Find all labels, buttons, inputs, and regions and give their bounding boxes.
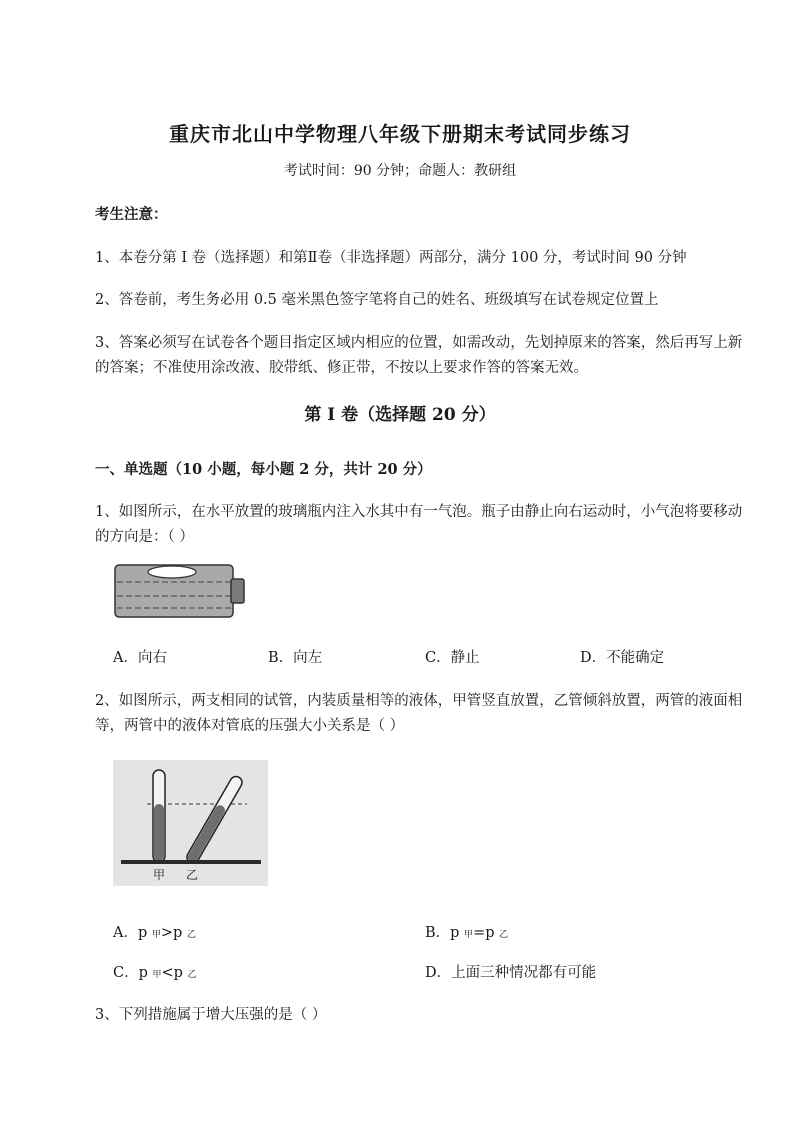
q2-option-b[interactable]: B．p 甲=p 乙	[425, 925, 509, 941]
q2-option-d[interactable]: D．上面三种情况都有可能	[425, 965, 597, 981]
exam-info: 考试时间：90 分钟；命题人：教研组	[283, 163, 517, 179]
tube-jia-liquid	[154, 804, 164, 861]
notice-heading: 考生注意：	[95, 206, 168, 223]
notice-item-2: 2、答卷前，考生务必用 0.5 毫米黑色签字笔将自己的姓名、班级填写在试卷规定位置上	[95, 292, 659, 308]
question-3-line-1: 3、下列措施属于增大压强的是（ ）	[95, 1007, 327, 1023]
question-2-line-1: 2、如图所示，两支相同的试管，内装质量相等的液体，甲管竖直放置，乙管倾斜放置，两管的液面相	[95, 693, 743, 709]
tube-yi	[185, 774, 244, 865]
question-1-line-2: 的方向是：（ ）	[95, 529, 194, 545]
q2-option-a[interactable]: A．p 甲>p 乙	[113, 925, 196, 941]
q1-option-c[interactable]: C．静止	[425, 650, 480, 666]
notice-item-3: 3、答案必须写在试卷各个题目指定区域内相应的位置，如需改动，先划掉原来的答案，然后再写上新	[95, 335, 743, 351]
air-bubble	[148, 566, 196, 578]
notice-item-3-cont: 的答案；不准使用涂改液、胶带纸、修正带，不按以上要求作答的答案无效。	[95, 360, 588, 376]
q1-option-a[interactable]: A．向右	[113, 650, 167, 666]
question-1-line-1: 1、如图所示，在水平放置的玻璃瓶内注入水其中有一气泡。瓶子由静止向右运动时，小气泡将要移动	[95, 504, 743, 520]
q2-option-c[interactable]: C．p 甲<p 乙	[113, 965, 197, 981]
bottle-cap	[231, 579, 244, 603]
q1-option-d[interactable]: D．不能确定	[580, 650, 665, 666]
notice-item-1: 1、本卷分第 I 卷（选择题）和第Ⅱ卷（非选择题）两部分，满分 100 分，考试时间 90 分钟	[95, 250, 687, 266]
label-jia: 甲	[153, 868, 166, 882]
tube-yi-liquid	[186, 803, 227, 863]
page-title: 重庆市北山中学物理八年级下册期末考试同步练习	[169, 122, 631, 146]
q1-option-b[interactable]: B．向左	[268, 650, 323, 666]
test-tube-figure	[113, 760, 268, 886]
group-heading: 一、单选题（10 小题，每小题 2 分，共计 20 分）	[95, 461, 432, 478]
label-yi: 乙	[186, 868, 199, 882]
bottle-figure	[112, 560, 248, 622]
question-2-line-2: 等，两管中的液体对管底的压强大小关系是（ ）	[95, 718, 405, 734]
section-title: 第 I 卷（选择题 20 分）	[304, 405, 496, 425]
table-surface	[121, 860, 261, 864]
